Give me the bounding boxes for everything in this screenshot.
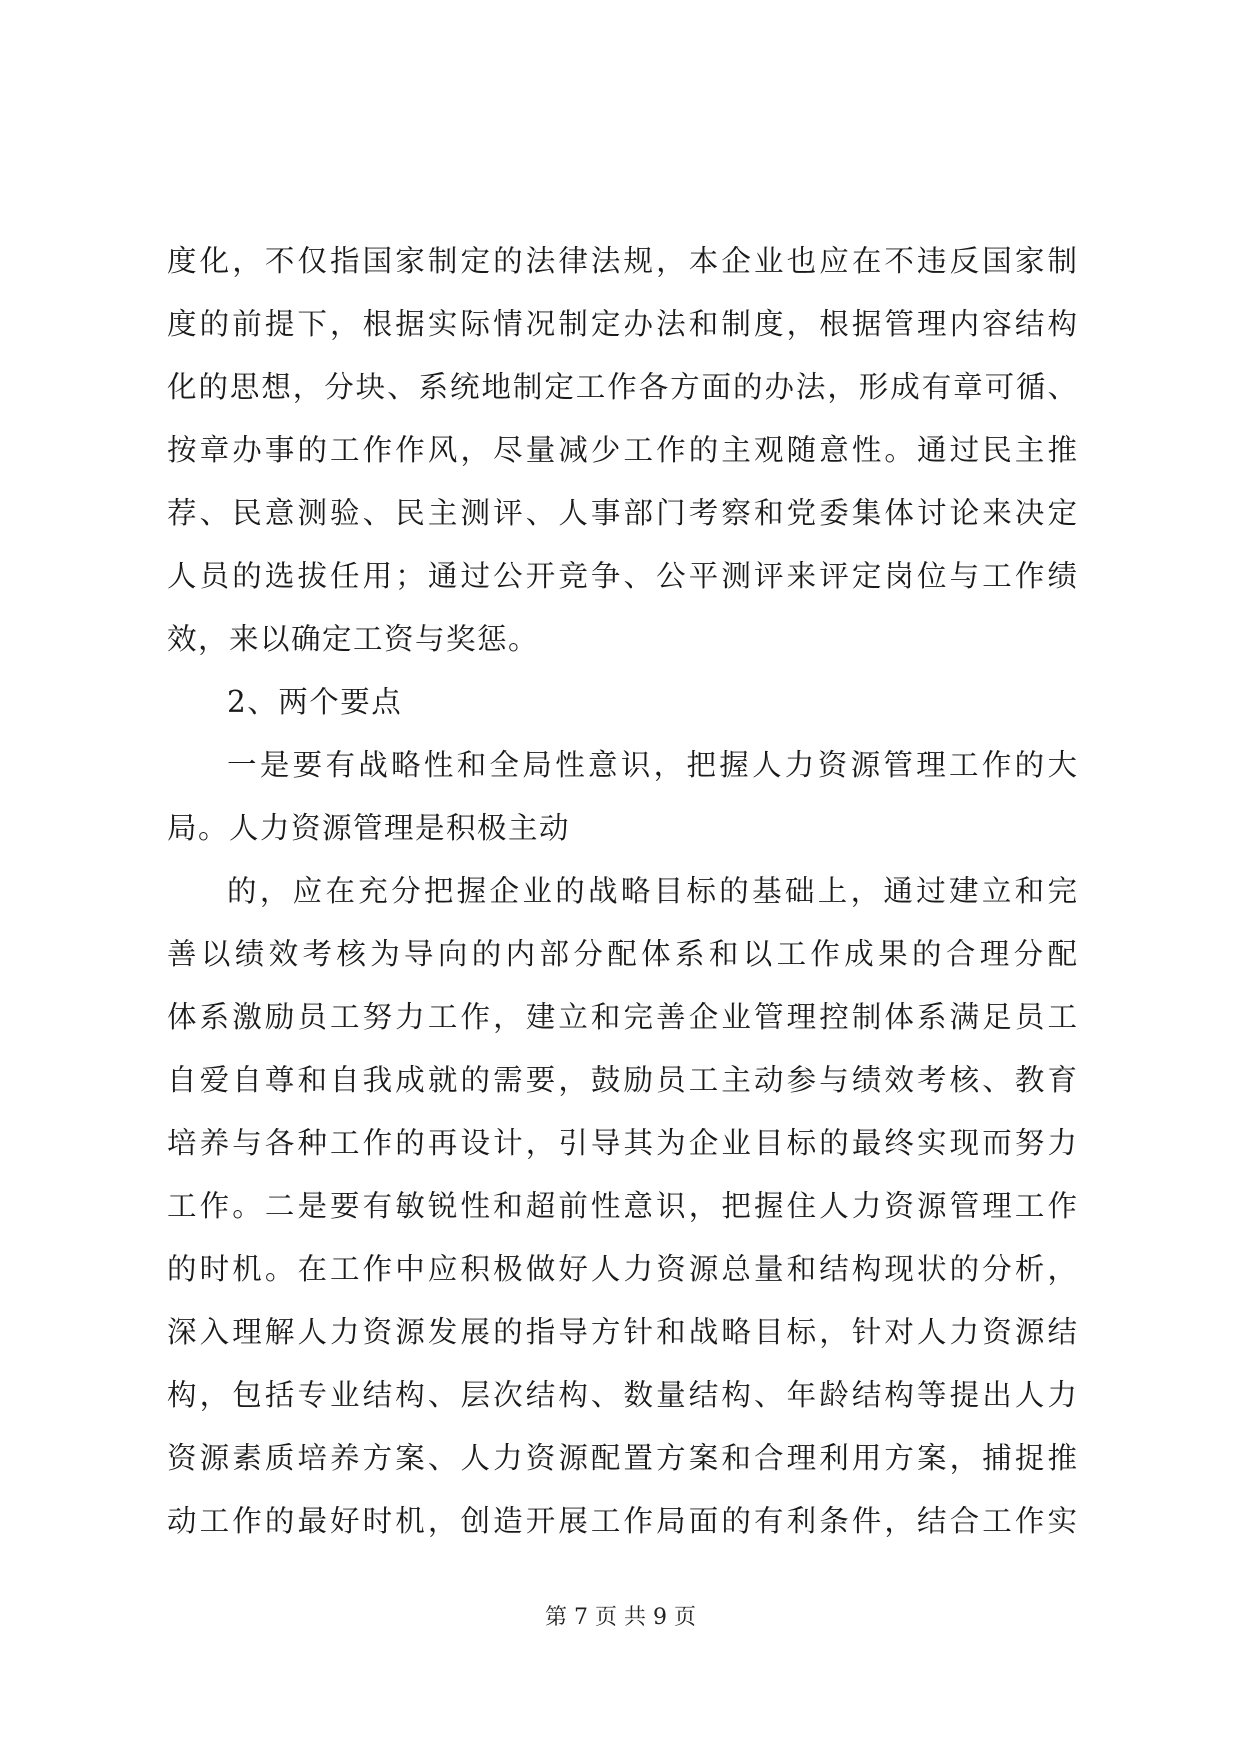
text-line: 荐、民意测验、民主测评、人事部门考察和党委集体讨论来决定 xyxy=(167,496,1077,530)
text-line: 一是要有战略性和全局性意识，把握人力资源管理工作的大 xyxy=(227,748,1077,782)
text-line: 资源素质培养方案、人力资源配置方案和合理利用方案，捕捉推 xyxy=(167,1441,1077,1475)
text-line: 体系激励员工努力工作，建立和完善企业管理控制体系满足员工 xyxy=(167,1000,1077,1034)
text-line: 人员的选拔任用；通过公开竞争、公平测评来评定岗位与工作绩 xyxy=(167,559,1077,593)
text-line: 化的思想，分块、系统地制定工作各方面的办法，形成有章可循、 xyxy=(167,370,1077,404)
text-line: 效，来以确定工资与奖惩。 xyxy=(167,622,540,656)
text-line: 的时机。在工作中应积极做好人力资源总量和结构现状的分析， xyxy=(167,1252,1077,1286)
text-line: 动工作的最好时机，创造开展工作局面的有利条件，结合工作实 xyxy=(167,1504,1077,1538)
body-text xyxy=(167,230,1077,1553)
section-heading: 2、两个要点 xyxy=(227,685,403,719)
text-line: 按章办事的工作作风，尽量减少工作的主观随意性。通过民主推 xyxy=(167,433,1077,467)
text-line: 工作。二是要有敏锐性和超前性意识，把握住人力资源管理工作 xyxy=(167,1189,1077,1223)
text-line: 培养与各种工作的再设计，引导其为企业目标的最终实现而努力 xyxy=(167,1126,1077,1160)
text-line: 的，应在充分把握企业的战略目标的基础上，通过建立和完 xyxy=(227,874,1077,908)
page-number-footer: 第 7 页 共 9 页 xyxy=(545,1605,696,1630)
text-line: 深入理解人力资源发展的指导方针和战略目标，针对人力资源结 xyxy=(167,1315,1077,1349)
text-line: 局。人力资源管理是积极主动 xyxy=(167,811,571,845)
text-line: 度的前提下，根据实际情况制定办法和制度，根据管理内容结构 xyxy=(167,307,1077,341)
text-line: 善以绩效考核为导向的内部分配体系和以工作成果的合理分配 xyxy=(167,937,1077,971)
text-line: 自爱自尊和自我成就的需要，鼓励员工主动参与绩效考核、教育 xyxy=(167,1063,1077,1097)
text-line: 构，包括专业结构、层次结构、数量结构、年龄结构等提出人力 xyxy=(167,1378,1077,1412)
text-line: 度化，不仅指国家制定的法律法规，本企业也应在不违反国家制 xyxy=(167,244,1077,278)
